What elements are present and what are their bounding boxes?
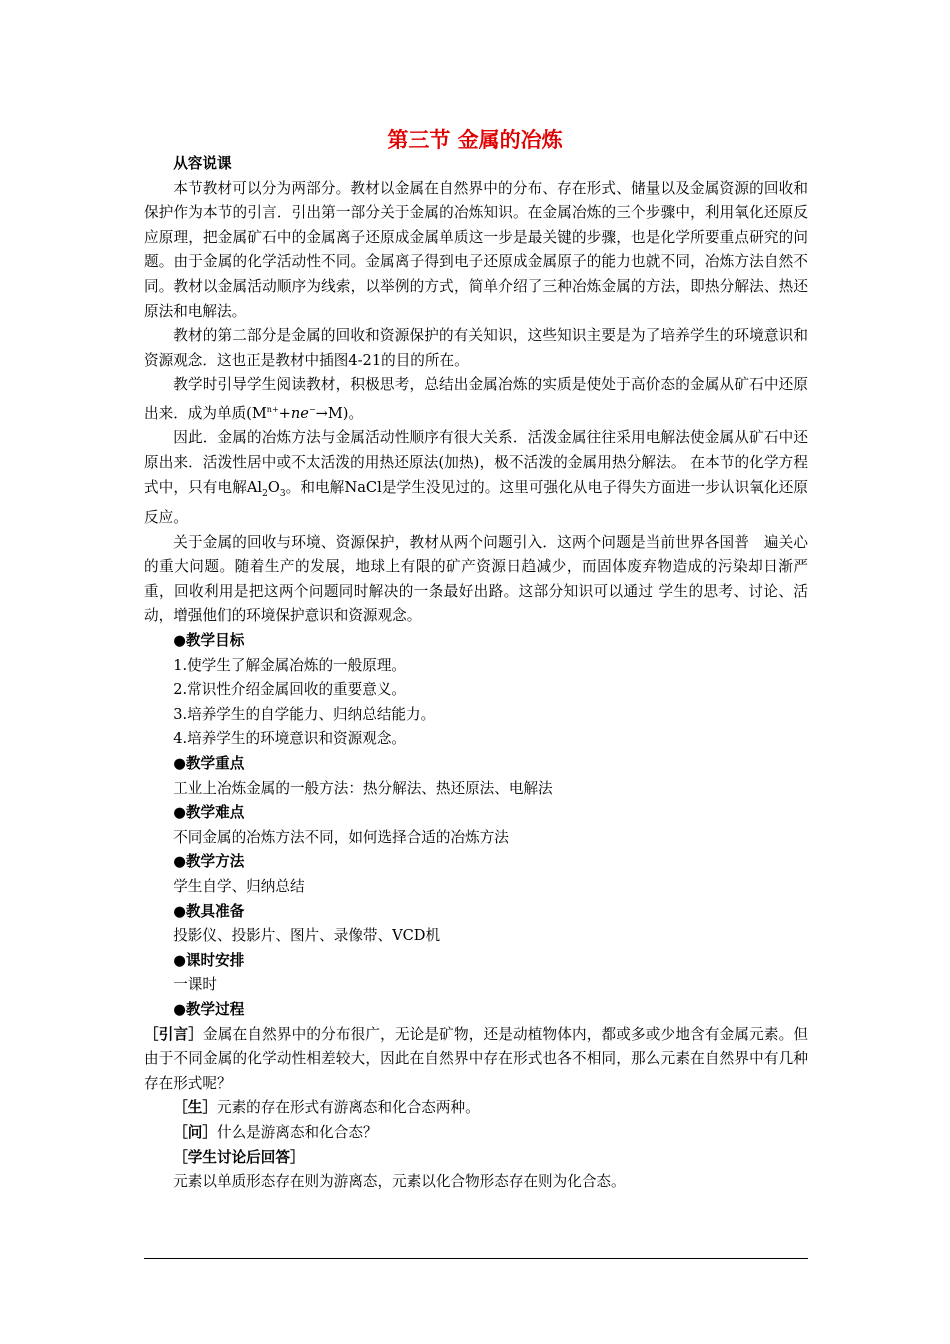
goals-heading: ●教学目标: [173, 632, 245, 650]
question-label: ［问］: [173, 1123, 217, 1141]
tools-text: 投影仪、投影片、图片、录像带、VCD机: [173, 927, 441, 945]
document-body: [144, 152, 808, 1195]
p4-subscript-2: 2: [262, 488, 268, 499]
paragraph-1: 本节教材可以分为两部分。教材以金属在自然界中的分布、存在形式、储量以及金属资源的回收和保护作为本节的引言．引出第一部分关于金属的冶炼知识。在金属冶炼的三个步骤中，利用氧化还原反应原理，把金属矿石中的金属离子还原成金属单质这一步是最关键的步骤，也是化学所要重点研究的问题。由于金属的化学活动性不同。金属离子得到电子还原成金属原子的能力也就不同，冶炼方法自然不同。教材以金属活动顺序为线索，以举例的方式，简单介绍了三种冶炼金属的方法，即热分解法、热还原法和电解法。: [144, 179, 808, 320]
student-text: 元素的存在形式有游离态和化合态两种。: [216, 1099, 480, 1117]
goal-item-2: 2.常识性介绍金属回收的重要意义。: [173, 681, 407, 699]
tools-heading: ●教具准备: [173, 902, 245, 920]
schedule-text: 一课时: [173, 976, 217, 994]
intro-paragraph: [144, 1023, 808, 1097]
p4-text-pre: 因此．金属的冶炼方法与金属活动性顺序有很大关系．活泼金属往往采用电解法使金属从矿石中还原出来．活泼性居中或不太活泼的用热还原法(加热)，极不活泼的金属用热分解法。 在本节的化学方程式中，只有电解Al: [144, 429, 808, 496]
paragraph-2: 教材的第二部分是金属的回收和资源保护的有关知识，这些知识主要是为了培养学生的环境意识和资源观念．这也正是教材中插图4-21的目的所在。: [144, 327, 808, 369]
answer-text: 元素以单质形态存在则为游离态，元素以化合物形态存在则为化合态。: [173, 1173, 626, 1191]
discussion-label: ［学生讨论后回答］: [173, 1148, 305, 1166]
question-line: [144, 1121, 808, 1146]
p3-italic-ne: ne: [290, 404, 309, 422]
process-heading: ●教学过程: [173, 1000, 245, 1018]
student-label: ［生］: [173, 1099, 217, 1117]
intro-text: 金属在自然界中的分布很广，无论是矿物，还是动植物体内，都或多或少地含有金属元素。但由于不同金属的化学动性相差较大，因此在自然界中存在形式也各不相同，那么元素在自然界中有几种存在形式呢？: [144, 1025, 808, 1092]
goal-item-1: 1.使学生了解金属冶炼的一般原理。: [173, 656, 407, 674]
paragraph-5: 关于金属的回收与环境、资源保护，教材从两个问题引入．这两个问题是当前世界各国普 遍关心的重大问题。随着生产的发展，地球上有限的矿产资源日趋减少，而固体废弃物造成的污染却日渐严重，回收利用是把这两个问题同时解决的一条最好出路。这部分知识可以通过 学生的思考、讨论、活动，增强他们的环境保护意识和资源观念。: [144, 533, 808, 625]
student-line: [144, 1096, 808, 1121]
p4-text-post: 。和电解NaCl是学生没见过的。这里可强化从电子得失方面进一步认识氧化还原反应。: [144, 478, 808, 527]
key-point-heading: ●教学重点: [173, 755, 245, 773]
p3-text-post: →M)。: [315, 404, 364, 422]
intro-label: ［引言］: [144, 1025, 204, 1043]
page-title: 第三节 金属的冶炼: [387, 128, 563, 152]
footer-divider: [144, 1258, 808, 1259]
difficulty-text: 不同金属的冶炼方法不同，如何选择合适的冶炼方法: [173, 828, 509, 846]
question-text: 什么是游离态和化合态？: [216, 1123, 378, 1141]
difficulty-heading: ●教学难点: [173, 804, 245, 822]
goal-item-4: 4.培养学生的环境意识和资源观念。: [173, 730, 407, 748]
paragraph-3: [144, 373, 808, 426]
p4-text-o: O: [267, 478, 280, 496]
paragraph-4: [144, 426, 808, 530]
section-heading-cong-rong: 从容说课: [173, 155, 232, 172]
method-text: 学生自学、归纳总结: [173, 877, 305, 895]
method-heading: ●教学方法: [173, 853, 245, 871]
key-point-text: 工业上冶炼金属的一般方法：热分解法、热还原法、电解法: [173, 779, 553, 797]
p3-text-pre: 教学时引导学生阅读教材，积极思考，总结出金属冶炼的实质是使处于高价态的金属从矿石中还原出来．成为单质(M: [144, 376, 808, 422]
p3-plus: +: [278, 404, 291, 422]
p3-superscript: n+: [266, 404, 279, 414]
p3-superscript-minus: −: [308, 404, 316, 414]
schedule-heading: ●课时安排: [173, 951, 245, 969]
p4-subscript-3: 3: [279, 488, 286, 499]
goal-item-3: 3.培养学生的自学能力、归纳总结能力。: [173, 705, 436, 723]
